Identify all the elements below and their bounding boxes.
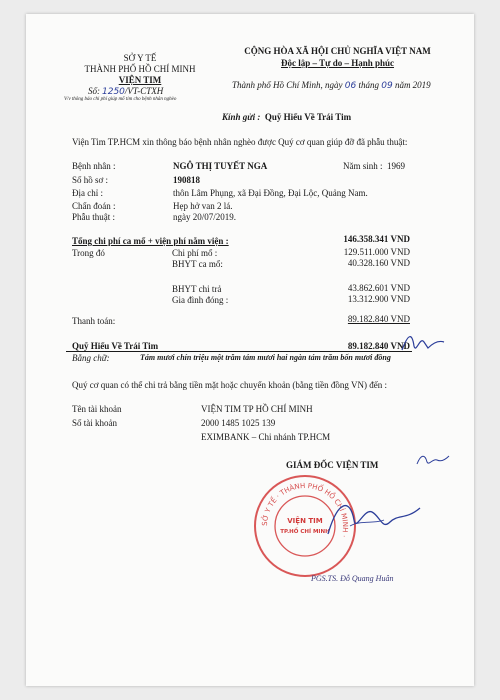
surgery-cost-label: Chi phí mổ : — [172, 248, 218, 258]
address-label: Địa chỉ : — [72, 188, 103, 198]
birth-year: Năm sinh : 1969 — [343, 161, 405, 171]
director-signature — [320, 490, 430, 545]
insurance-label: BHYT ca mổ: — [172, 259, 223, 269]
address: thôn Lâm Phụng, xã Đại Đồng, Đại Lộc, Quảng Nam. — [173, 188, 368, 198]
payment-value: 89.182.840 VND — [347, 314, 410, 324]
surgery-date: ngày 20/07/2019. — [173, 212, 236, 222]
account-number: 2000 1485 1025 139 — [201, 418, 276, 428]
reference-subject: V/v thông báo chi phí giúp mổ tim cho bệnh nhân nghèo — [64, 97, 177, 102]
reference-number: Số: 1250/VT-CTXH — [88, 86, 164, 97]
fund-value: 89.182.840 VND — [347, 341, 410, 351]
salutation-recipient: Quỹ Hiểu Về Trái Tim — [264, 112, 352, 122]
payment-label: Thanh toán: — [72, 316, 116, 326]
reference-number-handwritten: 1250 — [102, 87, 125, 97]
signer-name: PGS.TS. Đỗ Quang Huân — [311, 574, 394, 583]
diagnosis-label: Chẩn đoán : — [72, 201, 116, 211]
handwritten-mark — [398, 328, 448, 358]
national-motto: Độc lập – Tự do – Hạnh phúc — [280, 58, 395, 68]
family-label: Gia đình đóng : — [172, 295, 229, 305]
amount-in-words: Tám mươi chín triệu một trăm tám mươi hai ngàn tám trăm bốn mươi đồng — [140, 353, 391, 362]
salutation-label: Kính gửi : — [222, 112, 261, 122]
date-day-handwritten: 06 — [344, 81, 357, 91]
document-date: Thành phố Hồ Chí Minh, ngày 06 tháng 09 năm 2019 — [232, 80, 431, 91]
total-cost-label: Tổng chi phí ca mổ + viện phí nằm viện : — [72, 236, 229, 246]
breakdown-label: Trong đó — [72, 248, 105, 258]
republic-title: CỘNG HÒA XÃ HỘI CHỦ NGHĨA VIỆT NAM — [244, 46, 431, 56]
director-initial-mark — [415, 452, 451, 470]
file-number-label: Số hồ sơ : — [72, 175, 109, 185]
director-title: GIÁM ĐỐC VIỆN TIM — [286, 460, 379, 470]
patient-name: NGÔ THỊ TUYẾT NGA — [173, 161, 268, 171]
account-name-label: Tên tài khoản — [72, 404, 122, 414]
file-number: 190818 — [173, 175, 200, 185]
date-month-handwritten: 09 — [381, 81, 393, 91]
stamp-ring-text: SỞ Y TẾ · THÀNH PHỐ HỒ CHÍ MINH · — [260, 481, 350, 539]
institute-name: VIỆN TIM — [118, 75, 162, 85]
salutation — [222, 112, 351, 122]
diagnosis: Hẹp hở van 2 lá. — [173, 201, 233, 211]
surgery-label: Phẫu thuật : — [72, 212, 115, 222]
stamp-center-line2: TP.HỒ CHÍ MINH — [280, 529, 330, 535]
patient-name-label: Bệnh nhân : — [72, 161, 116, 171]
insurance-value: 40.328.160 VND — [347, 258, 410, 268]
city-name: THÀNH PHỐ HỒ CHÍ MINH — [84, 64, 196, 74]
surgery-cost-value: 129.511.000 VND — [343, 247, 410, 257]
insurance-paid-label: BHYT chi trả — [172, 284, 222, 294]
transfer-note: Quý cơ quan có thể chi trả bằng tiền mặt hoặc chuyển khoản (bằng tiền đồng VN) đến : — [72, 380, 387, 390]
intro-text: Viện Tim TP.HCM xin thông báo bệnh nhân nghèo được Quý cơ quan giúp đỡ đã phẫu thuật: — [72, 137, 408, 147]
family-value: 13.312.900 VND — [347, 294, 410, 304]
account-name: VIỆN TIM TP HỒ CHÍ MINH — [201, 404, 313, 414]
amount-in-words-label: Bằng chữ: — [72, 353, 110, 363]
fund-label: Quỹ Hiểu Về Trái Tim — [72, 341, 159, 351]
insurance-paid-value: 43.862.601 VND — [347, 283, 410, 293]
bank-name: EXIMBANK – Chi nhánh TP.HCM — [201, 432, 331, 442]
account-number-label: Số tài khoản — [72, 418, 117, 428]
ministry-name: SỞ Y TẾ — [123, 53, 157, 63]
total-cost-value: 146.358.341 VND — [343, 234, 410, 244]
stamp-center-line1: VIỆN TIM — [287, 517, 323, 525]
fund-divider — [66, 351, 412, 352]
